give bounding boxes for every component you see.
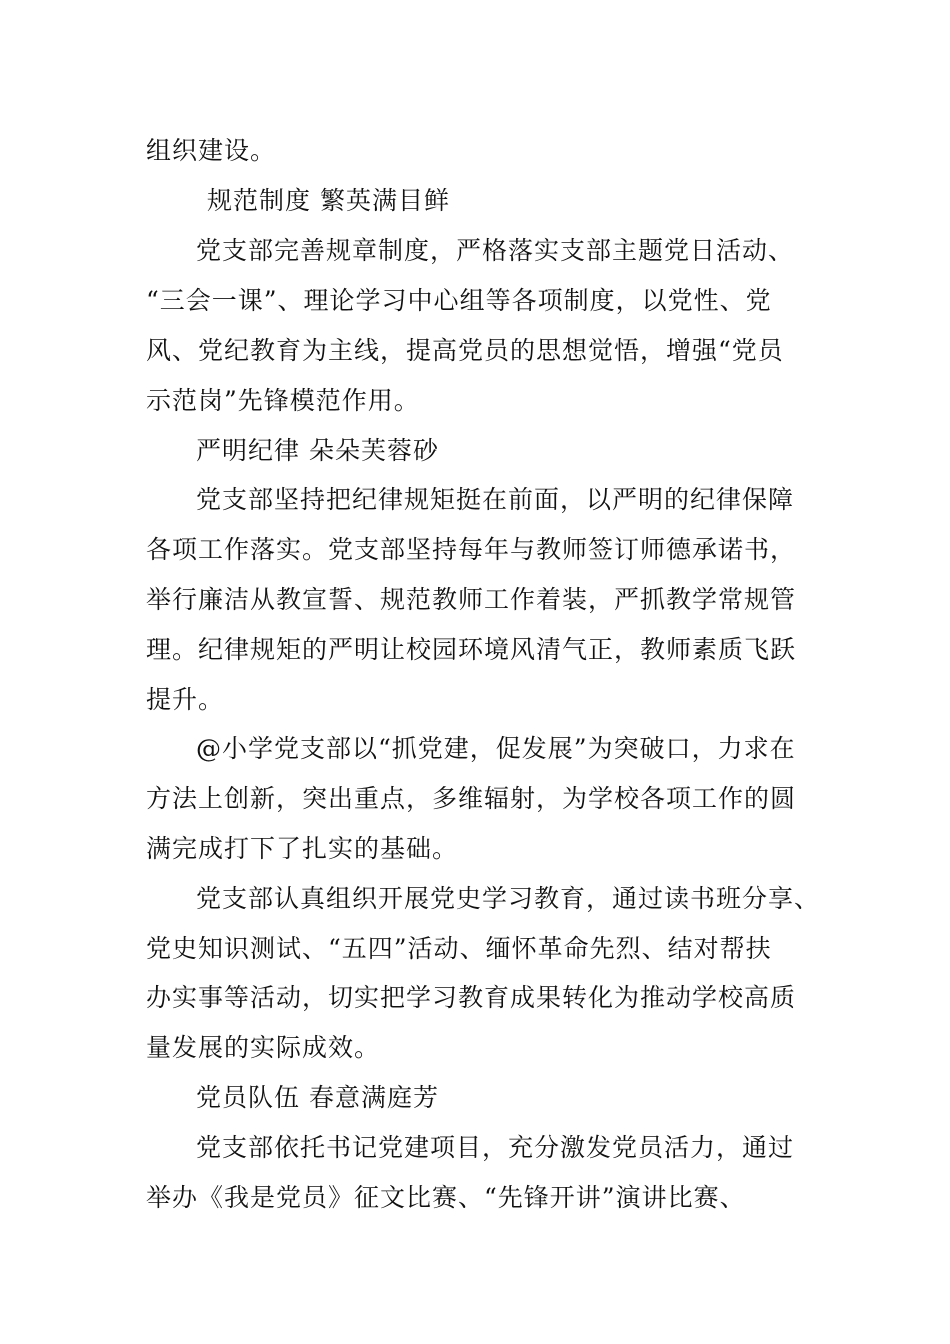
text-line: 满完成打下了扎实的基础。 <box>146 834 459 863</box>
text-line: 方法上创新，突出重点，多维辐射，为学校各项工作的圆 <box>146 784 797 813</box>
text-line: 党支部依托书记党建项目，充分激发党员活力，通过 <box>196 1133 795 1162</box>
section-heading: 规范制度 繁英满目鲜 <box>207 186 450 215</box>
text-line: 党支部认真组织开展党史学习教育，通过读书班分享、 <box>196 884 821 913</box>
text-line: 风、党纪教育为主线，提高党员的思想觉悟，增强“党员 <box>146 336 784 365</box>
text-line: 理。纪律规矩的严明让校园环境风清气正，教师素质飞跃 <box>146 635 797 664</box>
text-line: 示范岗”先锋模范作用。 <box>146 386 420 415</box>
text-line: 党支部完善规章制度，严格落实支部主题党日活动、 <box>196 236 795 265</box>
text-line: 党支部坚持把纪律规矩挺在前面，以严明的纪律保障 <box>196 485 795 514</box>
text-line: 举办《我是党员》征文比赛、“先锋开讲”演讲比赛、 <box>146 1183 746 1212</box>
text-line: 各项工作落实。党支部坚持每年与教师签订师德承诺书， <box>146 535 797 564</box>
text-line: “三会一课”、理论学习中心组等各项制度，以党性、党 <box>146 286 772 315</box>
text-line: @小学党支部以“抓党建，促发展”为突破口，力求在 <box>196 734 796 763</box>
text-line: 办实事等活动，切实把学习教育成果转化为推动学校高质 <box>146 983 797 1012</box>
text-line: 提升。 <box>146 685 225 714</box>
text-line: 党史知识测试、“五四”活动、缅怀革命先烈、结对帮扶 <box>146 934 772 963</box>
section-heading: 严明纪律 朵朵芙蓉砂 <box>196 436 439 465</box>
text-line: 量发展的实际成效。 <box>146 1033 381 1062</box>
section-heading: 党员队伍 春意满庭芳 <box>196 1083 439 1112</box>
text-line: 组织建设。 <box>146 136 277 165</box>
text-line: 举行廉洁从教宣誓、规范教师工作着装，严抓教学常规管 <box>146 585 797 614</box>
